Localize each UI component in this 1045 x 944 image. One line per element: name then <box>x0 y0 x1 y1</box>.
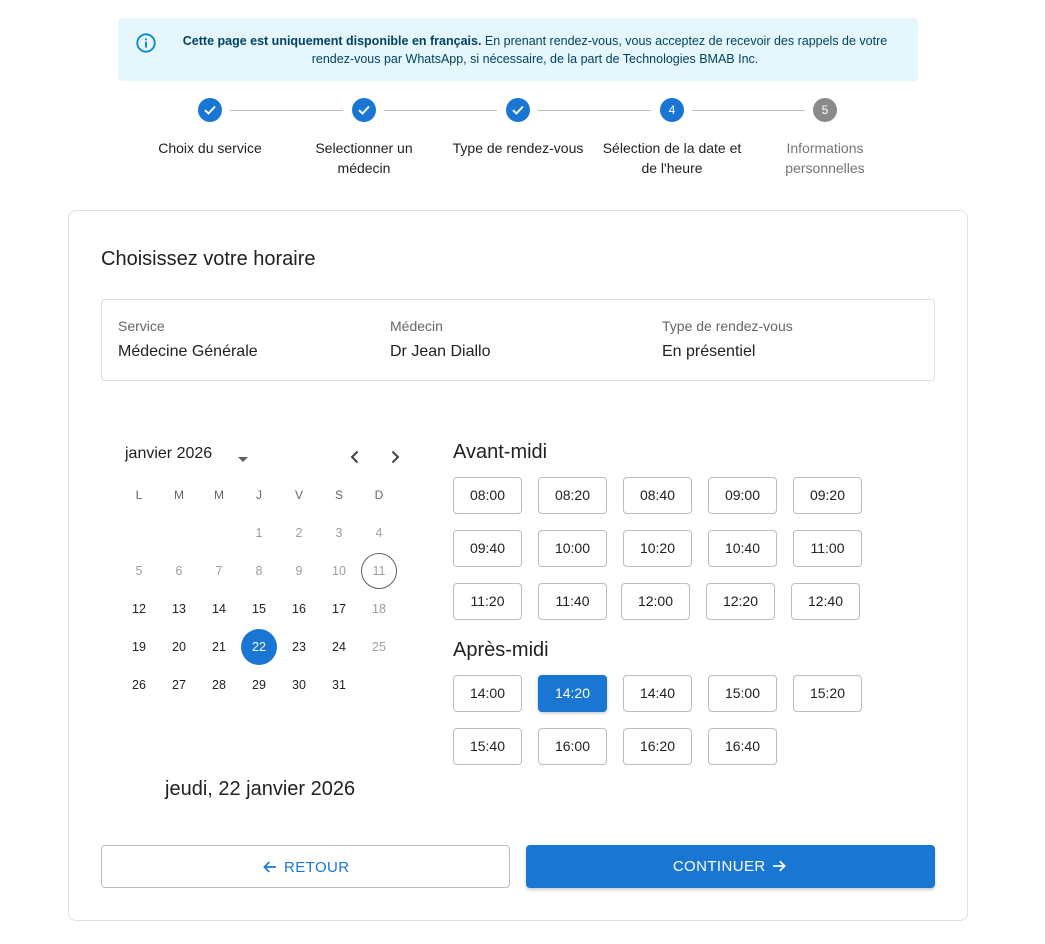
calendar-day: 25 <box>372 640 386 654</box>
step-number: 4 <box>660 98 684 122</box>
summary-type <box>662 318 793 361</box>
calendar-day[interactable]: 29 <box>252 678 266 692</box>
back-button-label: RETOUR <box>284 859 350 876</box>
time-slot[interactable]: 14:40 <box>623 675 692 712</box>
calendar-day: 18 <box>372 602 386 616</box>
time-slot-selected[interactable]: 14:20 <box>538 675 607 712</box>
calendar-day[interactable]: 15 <box>252 602 266 616</box>
continue-button-label: CONTINUER <box>672 858 766 875</box>
arrow-left-icon <box>261 858 279 876</box>
weekday-label: M <box>214 488 224 502</box>
summary-label: Médecin <box>390 318 443 334</box>
info-banner <box>118 18 918 81</box>
time-slot[interactable]: 11:20 <box>453 583 522 620</box>
summary-label: Service <box>118 318 165 334</box>
back-button[interactable] <box>101 845 510 888</box>
calendar-day: 7 <box>215 564 223 578</box>
time-slot[interactable]: 08:40 <box>623 477 692 514</box>
schedule-card <box>68 210 968 921</box>
step-complete-icon <box>506 98 530 122</box>
time-slot[interactable]: 12:00 <box>621 583 690 620</box>
time-slot[interactable]: 16:20 <box>623 728 692 765</box>
info-banner-text <box>174 32 896 68</box>
time-slot[interactable]: 10:00 <box>538 530 607 567</box>
calendar-grid <box>121 477 401 705</box>
summary-value: Médecine Générale <box>118 343 258 360</box>
weekday-label: J <box>256 488 262 502</box>
time-slot[interactable]: 12:20 <box>706 583 775 620</box>
step-label: Informations personnelles <box>785 140 865 176</box>
chevron-down-icon[interactable] <box>231 447 255 471</box>
time-slot[interactable]: 09:20 <box>793 477 862 514</box>
time-slot[interactable]: 11:00 <box>793 530 862 567</box>
calendar-week-row <box>121 629 401 667</box>
calendar-day: 9 <box>295 564 303 578</box>
step-connector <box>538 110 651 111</box>
time-slot[interactable]: 09:00 <box>708 477 777 514</box>
calendar-day: 11 <box>361 553 397 589</box>
step-connector <box>230 110 343 111</box>
weekday-label: D <box>374 488 384 502</box>
calendar-week-row <box>121 553 401 591</box>
chevron-right-icon[interactable] <box>383 445 407 469</box>
weekday-label: M <box>174 488 184 502</box>
morning-title: Avant-midi <box>453 441 548 463</box>
afternoon-title: Après-midi <box>453 639 549 661</box>
calendar-day[interactable]: 26 <box>132 678 146 692</box>
step-connector <box>692 110 805 111</box>
calendar-day[interactable]: 24 <box>332 640 346 654</box>
continue-button[interactable] <box>526 845 935 888</box>
info-icon <box>135 32 157 54</box>
calendar-day[interactable]: 19 <box>132 640 146 654</box>
step-label: Choix du service <box>158 140 262 156</box>
calendar-week-row <box>121 515 401 553</box>
page-title: Choisissez votre horaire <box>101 248 316 270</box>
appointment-summary <box>101 299 935 381</box>
time-slot[interactable]: 16:00 <box>538 728 607 765</box>
summary-value: En présentiel <box>662 343 756 360</box>
calendar-day[interactable]: 12 <box>132 602 146 616</box>
calendar-day: 10 <box>332 564 346 578</box>
time-slot[interactable]: 16:40 <box>708 728 777 765</box>
calendar-header <box>125 443 405 467</box>
calendar-day: 1 <box>255 526 263 540</box>
step-complete-icon <box>198 98 222 122</box>
calendar-weekday-row <box>121 477 401 515</box>
time-slot[interactable]: 08:20 <box>538 477 607 514</box>
calendar-day: 5 <box>135 564 143 578</box>
calendar-month-label[interactable]: janvier 2026 <box>125 445 213 462</box>
selected-date-label: jeudi, 22 janvier 2026 <box>165 778 356 800</box>
summary-service <box>118 318 258 361</box>
time-slot[interactable]: 10:20 <box>623 530 692 567</box>
chevron-left-icon[interactable] <box>343 445 367 469</box>
info-banner-body: En prenant rendez-vous, vous acceptez de recevoir des rappels de votre rendez-vous par WhatsApp, si nécessaire, de la part de Technologies BMAB Inc. <box>311 34 888 66</box>
calendar-day[interactable]: 17 <box>332 602 346 616</box>
calendar-week-row <box>121 591 401 629</box>
calendar-day[interactable]: 16 <box>292 602 306 616</box>
calendar-day[interactable]: 20 <box>172 640 186 654</box>
calendar-day[interactable]: 31 <box>332 678 346 692</box>
weekday-label: L <box>135 488 143 502</box>
weekday-label: S <box>334 488 343 502</box>
step-number: 5 <box>813 98 837 122</box>
step-label: Selectionner un médecin <box>315 140 413 176</box>
calendar-day: 3 <box>335 526 343 540</box>
weekday-label: V <box>294 488 303 502</box>
calendar-day[interactable]: 13 <box>172 602 186 616</box>
summary-doctor <box>390 318 490 361</box>
calendar-day: 8 <box>255 564 263 578</box>
summary-label: Type de rendez-vous <box>662 318 793 334</box>
calendar-day[interactable]: 28 <box>212 678 226 692</box>
step-label: Sélection de la date et de l'heure <box>602 140 742 176</box>
calendar-day: 2 <box>295 526 303 540</box>
calendar-day: 6 <box>175 564 183 578</box>
info-banner-bold: Cette page est uniquement disponible en français. <box>182 34 482 48</box>
calendar-day[interactable]: 21 <box>212 640 226 654</box>
summary-value: Dr Jean Diallo <box>390 343 491 360</box>
time-slot[interactable]: 09:40 <box>453 530 522 567</box>
calendar-day[interactable]: 27 <box>172 678 186 692</box>
step-label: Type de rendez-vous <box>452 140 584 156</box>
calendar-day-selected[interactable]: 22 <box>241 629 277 665</box>
time-slot[interactable]: 12:40 <box>791 583 860 620</box>
progress-stepper <box>0 96 1045 186</box>
time-slot[interactable]: 11:40 <box>538 583 607 620</box>
time-slot[interactable]: 08:00 <box>453 477 522 514</box>
time-slot[interactable]: 15:00 <box>708 675 777 712</box>
step-complete-icon <box>352 98 376 122</box>
time-slot[interactable]: 10:40 <box>708 530 777 567</box>
calendar-day[interactable]: 30 <box>292 678 306 692</box>
time-slot[interactable]: 14:00 <box>453 675 522 712</box>
calendar-week-row <box>121 667 401 705</box>
time-slot[interactable]: 15:40 <box>453 728 522 765</box>
calendar-day: 4 <box>375 526 383 540</box>
arrow-right-icon <box>770 857 788 875</box>
calendar-day[interactable]: 23 <box>292 640 306 654</box>
step-connector <box>384 110 497 111</box>
time-slot[interactable]: 15:20 <box>793 675 862 712</box>
calendar-day[interactable]: 14 <box>212 602 226 616</box>
